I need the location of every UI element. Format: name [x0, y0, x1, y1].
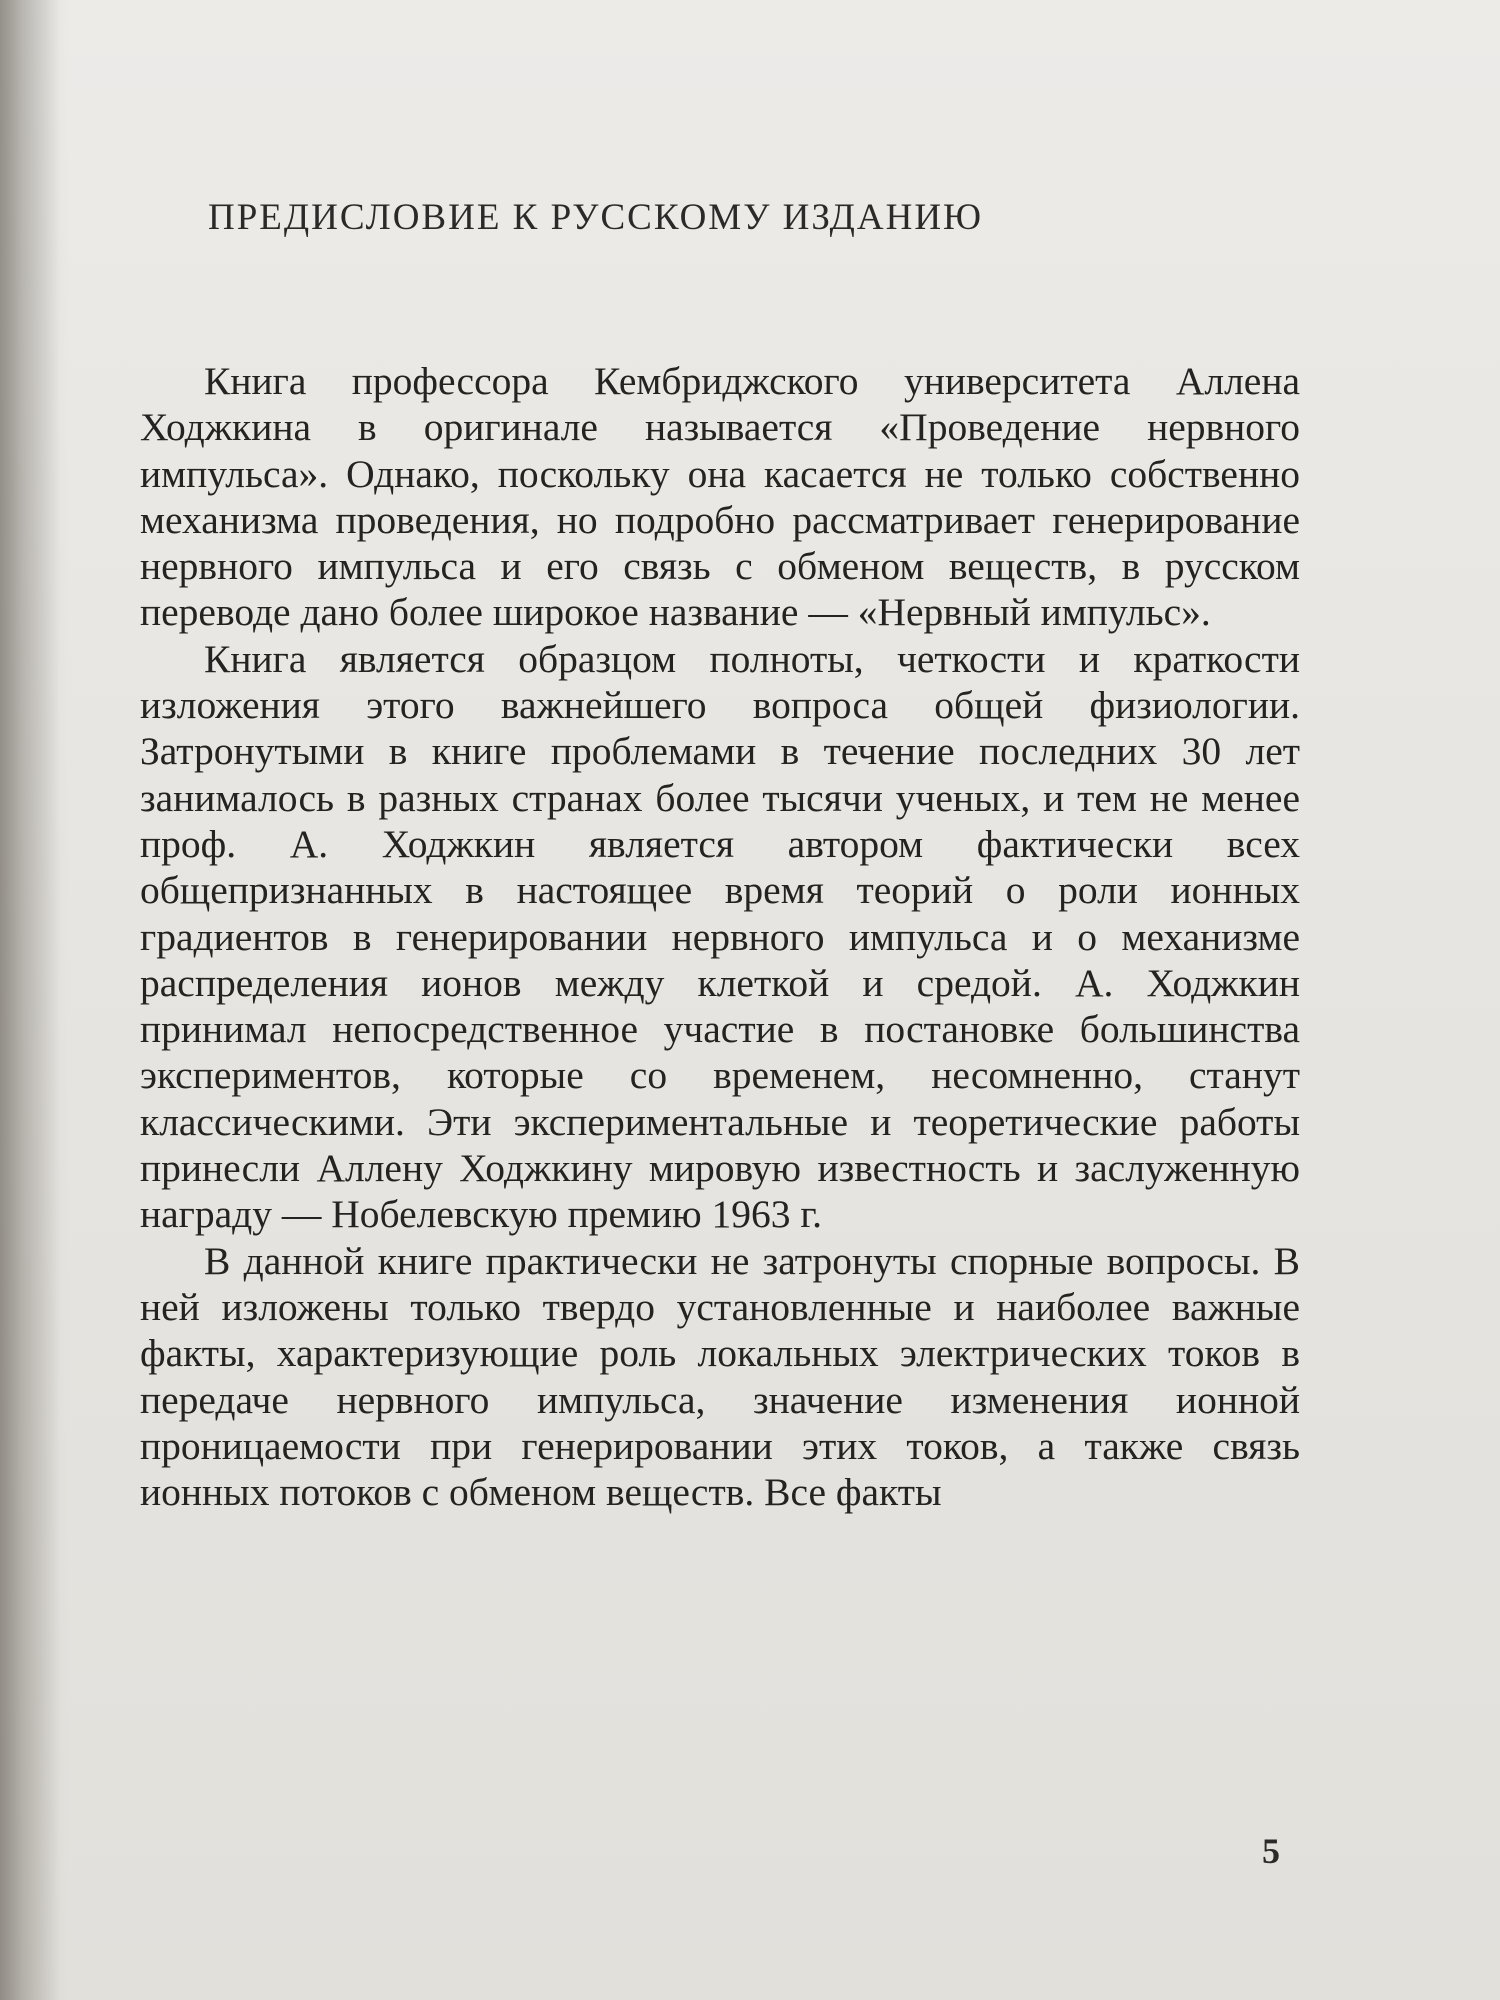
page-heading: ПРЕДИСЛОВИЕ К РУССКОМУ ИЗДАНИЮ	[208, 197, 984, 238]
binding-gutter-shadow	[0, 0, 60, 2000]
page-number: 5	[1262, 1831, 1280, 1871]
paragraph-3: В данной книге практически не затронуты спорные вопросы. В ней изложены только твердо установленные и наиболее важные факты, характеризующие роль локальных электрических токов в передаче нервного импульса, значение изменения ионной проницаемости при генерировании этих токов, а также связь ионных потоков с обменом веществ. Все факты	[140, 1238, 1300, 1515]
body-text	[140, 358, 1300, 1515]
paragraph-2: Книга является образцом полноты, четкости и краткости изложения этого важнейшего вопроса общей физиологии. Затронутыми в книге проблемами в течение последних 30 лет занималось в разных странах более тысячи ученых, и тем не менее проф. А. Ходжкин является автором фактически всех общепризнанных в настоящее время теорий о роли ионных градиентов в генерировании нервного импульса и о механизме распределения ионов между клеткой и средой. А. Ходжкин принимал непосредственное участие в постановке большинства экспериментов, которые со временем, несомненно, станут классическими. Эти экспериментальные и теоретические работы принесли Аллену Ходжкину мировую известность и заслуженную награду — Нобелевскую премию 1963 г.	[140, 636, 1300, 1237]
paragraph-1: Книга профессора Кембриджского университета Аллена Ходжкина в оригинале называется «Проведение нервного импульса». Однако, поскольку она касается не только собственно механизма проведения, но подробно рассматривает генерирование нервного импульса и его связь с обменом веществ, в русском переводе дано более широкое название — «Нервный импульс».	[140, 359, 1300, 635]
